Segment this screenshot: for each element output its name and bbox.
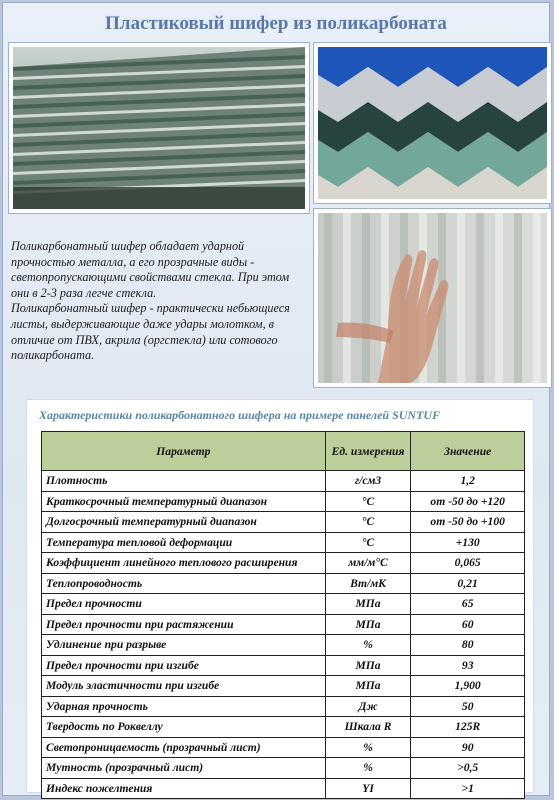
cell-unit: МПа [325,676,411,697]
cell-parameter: Индекс пожелтения [42,778,326,799]
cell-unit: °С [325,491,411,512]
table-row [42,635,525,656]
cell-parameter: Краткосрочный температурный диапазон [42,491,326,512]
cell-parameter: Коэффициент линейного теплового расширения [42,553,326,574]
cell-unit: Дж [325,696,411,717]
table-row [42,737,525,758]
cell-parameter: Предел прочности [42,594,326,615]
hand-through-sheet-photo [314,209,551,387]
page-title: Пластиковый шифер из поликарбоната [105,13,447,34]
cell-unit: г/см3 [325,471,411,492]
table-row [42,655,525,676]
cell-value: 60 [411,614,525,635]
cell-value: >1 [411,778,525,799]
description-paragraph: Поликарбонатный шифер обладает ударной прочностью металла, а его прозрачные виды - светопропускающими свойствами стекла. При этом они в 2-3 раза легче стекла. [11,239,290,300]
header-parameter: Параметр [42,432,326,471]
cell-unit: % [325,635,411,656]
cell-parameter: Теплопроводность [42,573,326,594]
cell-unit: YI [325,778,411,799]
table-row [42,471,525,492]
table-row [42,553,525,574]
cell-parameter: Температура тепловой деформации [42,532,326,553]
cell-value: 0,065 [411,553,525,574]
cell-unit: МПа [325,614,411,635]
table-header-row [42,432,525,471]
cell-unit: Шкала R [325,717,411,738]
table-row [42,594,525,615]
table-caption: Характеристики поликарбонатного шифера на примере панелей SUNTUF [39,408,441,422]
cell-value: 65 [411,594,525,615]
cell-value: 125R [411,717,525,738]
table-row [42,614,525,635]
page [2,2,550,796]
cell-value: от -50 до +100 [411,512,525,533]
cell-value: 93 [411,655,525,676]
cell-parameter: Предел прочности при изгибе [42,655,326,676]
cell-unit: % [325,737,411,758]
header-value: Значение [411,432,525,471]
cell-unit: °С [325,512,411,533]
cell-unit: °С [325,532,411,553]
table-row [42,512,525,533]
cell-parameter: Твердость по Роквеллу [42,717,326,738]
header-unit: Ед. измерения [325,432,411,471]
cell-unit: % [325,758,411,779]
table-row [42,758,525,779]
description [11,239,309,364]
cell-parameter: Предел прочности при растяжении [42,614,326,635]
cell-parameter: Мутность (прозрачный лист) [42,758,326,779]
cell-parameter: Светопроницаемость (прозрачный лист) [42,737,326,758]
description-paragraph: Поликарбонатный шифер - практически небьющиеся листы, выдерживающие даже удары молотком, в отличие от ПВХ, акрила (оргстекла) или сотового поликарбоната. [11,301,290,363]
cell-value: 1,900 [411,676,525,697]
cell-unit: мм/м°С [325,553,411,574]
cell-parameter: Удлинение при разрыве [42,635,326,656]
cell-parameter: Модуль эластичности при изгибе [42,676,326,697]
cell-parameter: Долгосрочный температурный диапазон [42,512,326,533]
cell-value: от -50 до +120 [411,491,525,512]
roof-photo [9,43,309,213]
cell-parameter: Ударная прочность [42,696,326,717]
cell-unit: МПа [325,594,411,615]
colored-sheets-photo [314,43,551,203]
table-row [42,532,525,553]
cell-parameter: Плотность [42,471,326,492]
cell-unit: МПа [325,655,411,676]
specs-table [41,431,525,799]
table-row [42,696,525,717]
table-row [42,676,525,697]
specs-panel [26,399,534,793]
cell-value: 1,2 [411,471,525,492]
table-row [42,717,525,738]
cell-value: 0,21 [411,573,525,594]
table-row [42,573,525,594]
cell-value: >0,5 [411,758,525,779]
cell-unit: Вт/мК [325,573,411,594]
table-row [42,491,525,512]
cell-value: 50 [411,696,525,717]
cell-value: 90 [411,737,525,758]
cell-value: 80 [411,635,525,656]
table-row [42,778,525,799]
cell-value: +130 [411,532,525,553]
